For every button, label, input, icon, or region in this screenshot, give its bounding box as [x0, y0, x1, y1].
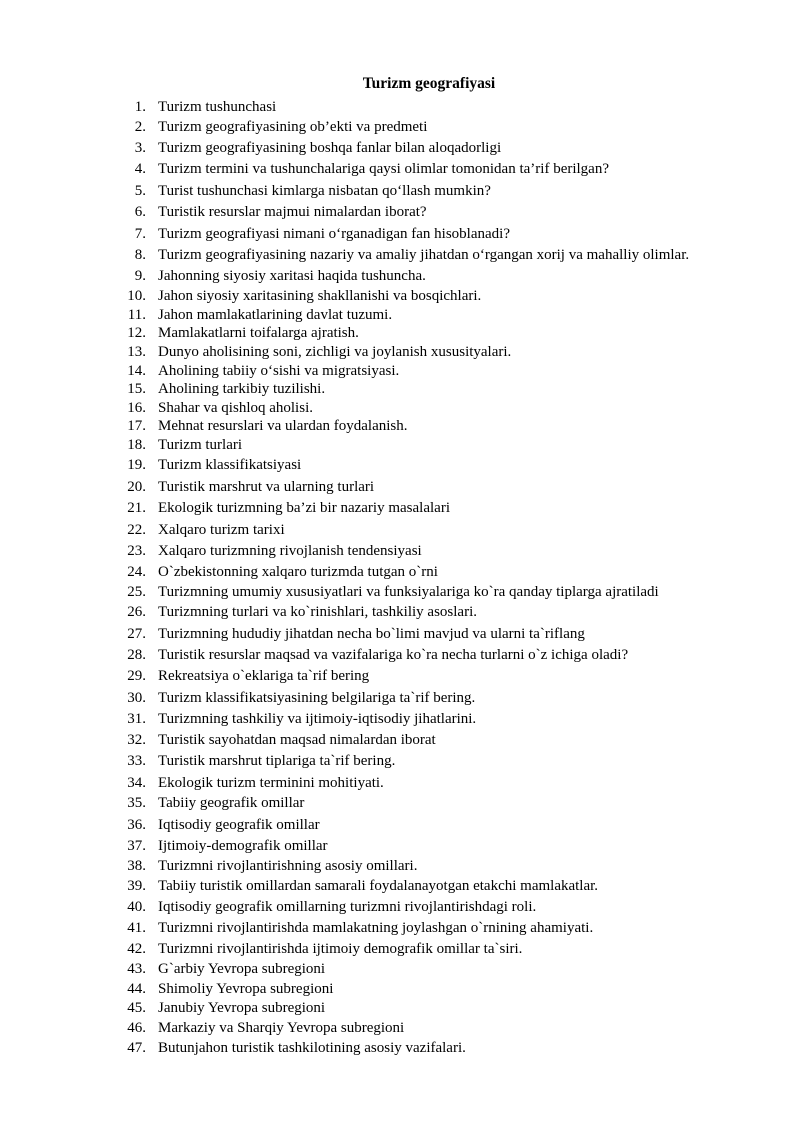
list-item-text: Turistik marshrut tiplariga ta`rif bering.: [158, 753, 396, 769]
list-item: [0, 435, 800, 455]
list-item-text: Jahonning siyosiy xaritasi haqida tushuncha.: [158, 268, 426, 284]
list-item: [0, 815, 800, 835]
list-item: [0, 202, 800, 222]
list-item-text: Turizm turlari: [158, 437, 243, 453]
list-item: [0, 159, 800, 179]
list-item: [0, 959, 800, 979]
list-item-text: Turizm geografiyasining nazariy va amaliy jihatdan o‘rgangan xorij va mahalliy olimlar.: [158, 247, 690, 263]
list-item: [0, 939, 800, 959]
list-item-number: 27.: [127, 626, 146, 642]
list-item-text: Ijtimoiy-demografik omillar: [158, 838, 328, 854]
list-item: [0, 117, 800, 137]
list-item-text: Tabiiy geografik omillar: [158, 795, 305, 811]
list-item-number: 19.: [127, 457, 146, 473]
list-item: [0, 97, 800, 117]
list-item-number: 4.: [134, 161, 146, 177]
list-item: [0, 398, 800, 418]
list-item: [0, 266, 800, 286]
list-item-number: 13.: [127, 344, 146, 360]
list-item: [0, 541, 800, 561]
list-item: [0, 602, 800, 622]
list-item-number: 8.: [134, 247, 146, 263]
list-item: [0, 876, 800, 896]
list-item-number: 34.: [127, 775, 146, 791]
list-item-text: Turizm termini va tushunchalariga qaysi olimlar tomonidan ta’rif berilgan?: [158, 161, 609, 177]
list-item-number: 11.: [127, 307, 146, 323]
list-item-text: Rekreatsiya o`eklariga ta`rif bering: [158, 668, 370, 684]
list-item-text: Turistik resurslar majmui nimalardan iborat?: [158, 204, 427, 220]
list-item: [0, 379, 800, 399]
list-item: [0, 979, 800, 999]
list-item: [0, 1038, 800, 1058]
list-item-number: 43.: [127, 961, 146, 977]
list-item: [0, 245, 800, 265]
list-item-number: 12.: [127, 325, 146, 341]
list-item: [0, 138, 800, 158]
list-item-text: Turistik sayohatdan maqsad nimalardan iborat: [158, 732, 436, 748]
list-item-number: 44.: [127, 981, 146, 997]
list-item-text: Turizm klassifikatsiyasining belgilariga ta`rif bering.: [158, 690, 476, 706]
list-item-number: 40.: [127, 899, 146, 915]
list-item-text: Turist tushunchasi kimlarga nisbatan qo‘llash mumkin?: [158, 183, 491, 199]
list-item-number: 39.: [127, 878, 146, 894]
list-item: [0, 918, 800, 938]
list-item-text: Turistik marshrut va ularning turlari: [158, 479, 375, 495]
list-item-number: 25.: [127, 584, 146, 600]
list-item-number: 29.: [127, 668, 146, 684]
list-item-number: 18.: [127, 437, 146, 453]
list-item-number: 42.: [127, 941, 146, 957]
list-item-number: 33.: [127, 753, 146, 769]
list-item-number: 16.: [127, 400, 146, 416]
list-item-text: Aholining tarkibiy tuzilishi.: [158, 381, 326, 397]
list-item-number: 5.: [134, 183, 146, 199]
list-item-number: 7.: [134, 226, 146, 242]
list-item-text: O`zbekistonning xalqaro turizmda tutgan o`rni: [158, 564, 438, 580]
list-item: [0, 498, 800, 518]
list-item: [0, 666, 800, 686]
list-item-number: 6.: [134, 204, 146, 220]
list-item-text: Mehnat resurslari va ulardan foydalanish.: [158, 418, 408, 434]
list-item: [0, 709, 800, 729]
list-item: [0, 688, 800, 708]
list-item-text: Shahar va qishloq aholisi.: [158, 400, 313, 416]
list-item-text: G`arbiy Yevropa subregioni: [158, 961, 326, 977]
list-item-number: 22.: [127, 522, 146, 538]
list-item-number: 41.: [127, 920, 146, 936]
list-item: [0, 286, 800, 306]
list-item-number: 32.: [127, 732, 146, 748]
list-item-text: Jahon siyosiy xaritasining shakllanishi va bosqichlari.: [158, 288, 482, 304]
list-item-number: 46.: [127, 1020, 146, 1036]
list-item-text: Butunjahon turistik tashkilotining asosiy vazifalari.: [158, 1040, 466, 1056]
list-item-number: 37.: [127, 838, 146, 854]
list-item: [0, 624, 800, 644]
list-item-number: 21.: [127, 500, 146, 516]
list-item-number: 45.: [127, 1000, 146, 1016]
list-item: [0, 181, 800, 201]
list-item-text: Ekologik turizmning ba’zi bir nazariy masalalari: [158, 500, 450, 516]
list-item: [0, 836, 800, 856]
list-item-text: Turizmni rivojlantirishda ijtimoiy demografik omillar ta`siri.: [158, 941, 523, 957]
list-item: [0, 455, 800, 475]
list-item-number: 17.: [127, 418, 146, 434]
list-item-number: 30.: [127, 690, 146, 706]
list-item: [0, 856, 800, 876]
list-item-number: 23.: [127, 543, 146, 559]
list-item-number: 31.: [127, 711, 146, 727]
list-item-number: 15.: [127, 381, 146, 397]
list-item-text: Janubiy Yevropa subregioni: [158, 1000, 326, 1016]
list-item-number: 26.: [127, 604, 146, 620]
list-item-text: Turizmning hududiy jihatdan necha bo`limi mavjud va ularni ta`riflang: [158, 626, 585, 642]
list-item-text: Turizm geografiyasining ob’ekti va predmeti: [158, 119, 428, 135]
list-item: [0, 323, 800, 343]
page-title: Turizm geografiyasi: [362, 75, 496, 92]
list-item: [0, 1018, 800, 1038]
list-item-text: Aholining tabiiy o‘sishi va migratsiyasi.: [158, 363, 400, 379]
list-item: [0, 793, 800, 813]
list-item: [0, 730, 800, 750]
list-item-number: 9.: [134, 268, 146, 284]
list-item-number: 3.: [134, 140, 146, 156]
list-item: [0, 361, 800, 381]
list-item-text: Jahon mamlakatlarining davlat tuzumi.: [158, 307, 393, 323]
list-item: [0, 751, 800, 771]
list-item-number: 10.: [127, 288, 146, 304]
list-item-number: 1.: [134, 99, 146, 115]
list-item: [0, 998, 800, 1018]
list-item-text: Iqtisodiy geografik omillarning turizmni rivojlantirishdagi roli.: [158, 899, 537, 915]
list-item: [0, 342, 800, 362]
list-item-text: Turizmning turlari va ko`rinishlari, tashkiliy asoslari.: [158, 604, 477, 620]
list-item-text: Xalqaro turizmning rivojlanish tendensiyasi: [158, 543, 422, 559]
list-item-text: Turizm geografiyasi nimani o‘rganadigan fan hisoblanadi?: [158, 226, 510, 242]
list-item-number: 36.: [127, 817, 146, 833]
list-item-text: Turizmning umumiy xususiyatlari va funksiyalariga ko`ra qanday tiplarga ajratiladi: [158, 584, 659, 600]
list-item: [0, 224, 800, 244]
list-item-text: Turizmni rivojlantirishning asosiy omillari.: [158, 858, 418, 874]
list-item-text: Dunyo aholisining soni, zichligi va joylanish xususityalari.: [158, 344, 512, 360]
list-item-text: Shimoliy Yevropa subregioni: [158, 981, 334, 997]
list-item-number: 2.: [134, 119, 146, 135]
list-item: [0, 897, 800, 917]
list-item-text: Xalqaro turizm tarixi: [158, 522, 285, 538]
list-item-number: 47.: [127, 1040, 146, 1056]
list-item: [0, 645, 800, 665]
list-item: [0, 773, 800, 793]
list-item-text: Mamlakatlarni toifalarga ajratish.: [158, 325, 359, 341]
list-item: [0, 305, 800, 325]
list-item-text: Turistik resurslar maqsad va vazifalariga ko`ra necha turlarni o`z ichiga oladi?: [158, 647, 629, 663]
list-item-text: Turizm geografiyasining boshqa fanlar bilan aloqadorligi: [158, 140, 502, 156]
list-item-number: 38.: [127, 858, 146, 874]
list-item-number: 35.: [127, 795, 146, 811]
list-item-text: Markaziy va Sharqiy Yevropa subregioni: [158, 1020, 405, 1036]
list-item-text: Tabiiy turistik omillardan samarali foydalanayotgan etakchi mamlakatlar.: [158, 878, 599, 894]
list-item: [0, 520, 800, 540]
list-item-text: Turizm tushunchasi: [158, 99, 277, 115]
list-item-text: Turizmni rivojlantirishda mamlakatning joylashgan o`rnining ahamiyati.: [158, 920, 594, 936]
list-item-text: Turizmning tashkiliy va ijtimoiy-iqtisodiy jihatlarini.: [158, 711, 477, 727]
list-item-number: 14.: [127, 363, 146, 379]
list-item-text: Iqtisodiy geografik omillar: [158, 817, 320, 833]
list-item-number: 20.: [127, 479, 146, 495]
list-item-number: 24.: [127, 564, 146, 580]
list-item: [0, 582, 800, 602]
list-item-number: 28.: [127, 647, 146, 663]
list-item: [0, 562, 800, 582]
list-item: [0, 416, 800, 436]
list-item: [0, 477, 800, 497]
list-item-text: Turizm klassifikatsiyasi: [158, 457, 302, 473]
list-item-text: Ekologik turizm terminini mohitiyati.: [158, 775, 384, 791]
